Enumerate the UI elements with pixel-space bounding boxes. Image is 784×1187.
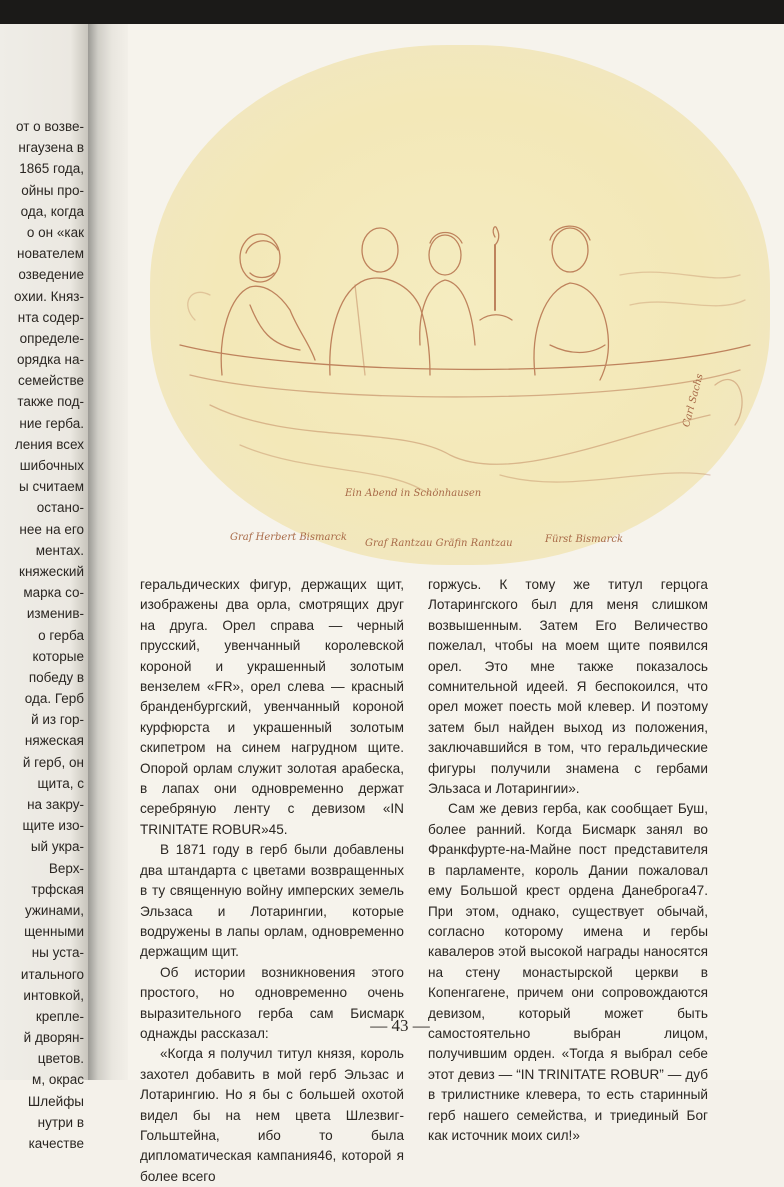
page-number: — 43 — xyxy=(370,1016,430,1035)
left-page-line: трфская xyxy=(31,881,84,897)
signature-right: Fürst Bismarck xyxy=(545,534,624,545)
left-page-line: й из гор- xyxy=(31,712,84,728)
illustration-title-signature: Ein Abend in Schönhausen xyxy=(345,488,482,499)
figure-right-head xyxy=(552,228,588,272)
left-page-line: итального xyxy=(20,966,84,982)
left-page-line: охии. Княз- xyxy=(13,288,84,304)
left-page-line: й герб, он xyxy=(22,754,84,770)
left-page-line: крепле- xyxy=(35,1008,84,1024)
book-gutter xyxy=(88,24,128,1080)
left-page-line: нта содер- xyxy=(17,309,84,325)
left-page-line: ужинами, xyxy=(24,902,84,918)
left-page-line: ода, когда xyxy=(20,203,84,219)
left-page-line: марка со- xyxy=(23,585,84,601)
left-page-line: ние герба. xyxy=(19,415,84,431)
left-page-line: м, окрас xyxy=(32,1072,84,1088)
left-page-line: ы считаем xyxy=(19,479,84,495)
left-page-line: нутри в xyxy=(37,1114,84,1130)
left-page-line: ойны про- xyxy=(21,182,84,198)
left-page-line: на закру- xyxy=(27,797,84,812)
left-page-line: щита, с xyxy=(37,775,84,791)
scan-top-shadow xyxy=(0,0,784,24)
left-page-line: о герба xyxy=(38,627,84,643)
illustration-drawing xyxy=(150,45,770,565)
left-page-line: ны уста- xyxy=(31,945,84,961)
table-edge xyxy=(180,345,750,369)
left-page-line: щите изо- xyxy=(22,818,84,834)
left-page-line: ый укра- xyxy=(30,839,84,855)
left-page-line: Верх- xyxy=(48,860,84,876)
left-page-line: которые xyxy=(32,648,84,664)
left-page-line: также под- xyxy=(17,394,84,410)
sepia-illustration xyxy=(150,45,770,565)
left-page-line: победу в xyxy=(28,669,84,685)
text-column-right xyxy=(428,575,708,1146)
left-page-line: озведение xyxy=(18,267,84,283)
left-page-line: щенными xyxy=(24,924,84,940)
left-page-line: орядка на- xyxy=(17,352,84,368)
left-page-line: Шлейфы xyxy=(27,1093,84,1109)
left-page-line: няжеская xyxy=(24,733,84,749)
paragraph: Сам же девиз герба, как сообщает Буш, более ранний. Когда Бисмарк занял во Франкфурте-на-Майне пост представителя в парламенте, король Дании пожаловал ему Большой крест ордена Данеброга47. При этом, однако, существует обычай, согласно которому имена и гербы кавалеров этой высокой награды наносятся на стену монастырской церкви в Копенгагене, причем они сопровождаются девизом, который может быть самостоятельно выбран лицом, получившим орден. «Тогда я выбрал себе этот девиз — “IN TRINITATE ROBUR” — дуб в трилистнике клевера, то есть старинный герб нашего семейства, и триединый Бог как источник моих сил!» xyxy=(428,801,708,1143)
signature-artist: Carl Sachs xyxy=(680,372,706,429)
left-page-line: й дворян- xyxy=(23,1030,84,1046)
paragraph: геральдических фигур, держащих щит, изображены два орла, смотрящих друг на друга. Орел справа — черный прусский, увенчанный королевской короной и украшенный золотым вензелем «FR», орел слева — красный бранденбургский, увенчанный короной курфюрста и украшенный золотым скипетром на синем нагрудном щите. Опорой орлам служит золотая арабеска, в лапах они одновременно держат серебряную ленту с девизом «IN TRINITATE ROBUR»45. xyxy=(140,577,404,837)
signature-left: Graf Herbert Bismarck xyxy=(230,532,347,543)
left-page-line: ления всех xyxy=(14,436,84,452)
left-page-line: остано- xyxy=(36,500,84,516)
left-page-line: нгаузена в xyxy=(18,140,84,156)
left-page-line: цветов. xyxy=(37,1051,84,1067)
paragraph: горжусь. К тому же титул герцога Лотарингского был для меня слишком возвышенным. Затем Его Величество пожелал, чтобы на моем щите появился орел. Это мне также показалось сомнительной идеей. Я беспокоился, что орел может поесть мой клевер. И поэтому затем был найден выход из положения, заключавшийся в том, что геральдические фигуры получили знамена с гербами Эльзаса и Лотарингии». xyxy=(428,577,708,797)
left-page-line: семействе xyxy=(17,373,84,389)
left-page-line: интовкой, xyxy=(23,987,84,1003)
paragraph: В 1871 году в герб были добавлены два штандарта с цветами возвращенных в ту священную войну имперских земель Эльзаса и Лотарингии, которые водружены в лапы орлам, одновременно держащим щит. xyxy=(140,842,404,960)
left-page-line: о он «как xyxy=(26,224,84,240)
left-page-line: шибочных xyxy=(19,458,84,473)
left-page-line: от о возве- xyxy=(16,119,84,134)
left-page-line: качестве xyxy=(28,1136,84,1151)
left-page-line: княжеский xyxy=(19,563,84,579)
left-page-line: 1865 года, xyxy=(19,161,84,177)
left-page-line: ода. Герб xyxy=(24,691,84,707)
figure-center-head xyxy=(362,228,398,272)
text-column-left xyxy=(140,575,404,1187)
signature-middle: Graf Rantzau Gräfin Rantzau xyxy=(365,538,513,549)
left-page-line: нее на его xyxy=(19,521,84,537)
left-page-line: нователем xyxy=(17,246,84,262)
left-page-line: определе- xyxy=(19,330,84,346)
paragraph: Об истории возникновения этого простого, но одновременно очень выразительного герба сам Бисмарк однажды рассказал: xyxy=(140,964,404,1041)
left-page-line: изменив- xyxy=(26,606,84,622)
left-page-text xyxy=(0,116,84,1154)
left-page xyxy=(0,24,88,1151)
left-page-line: ментах. xyxy=(35,542,84,558)
figure-woman-head xyxy=(429,235,461,275)
quote-paragraph: «Когда я получил титул князя, король захотел добавить в мой герб Эльзас и Лотарингию. Но я бы с большей охотой видел бы на нем цвета Шлезвиг-Гольштейна, ибо то была дипломатическая кампания46, которой я более всего xyxy=(140,1046,404,1184)
